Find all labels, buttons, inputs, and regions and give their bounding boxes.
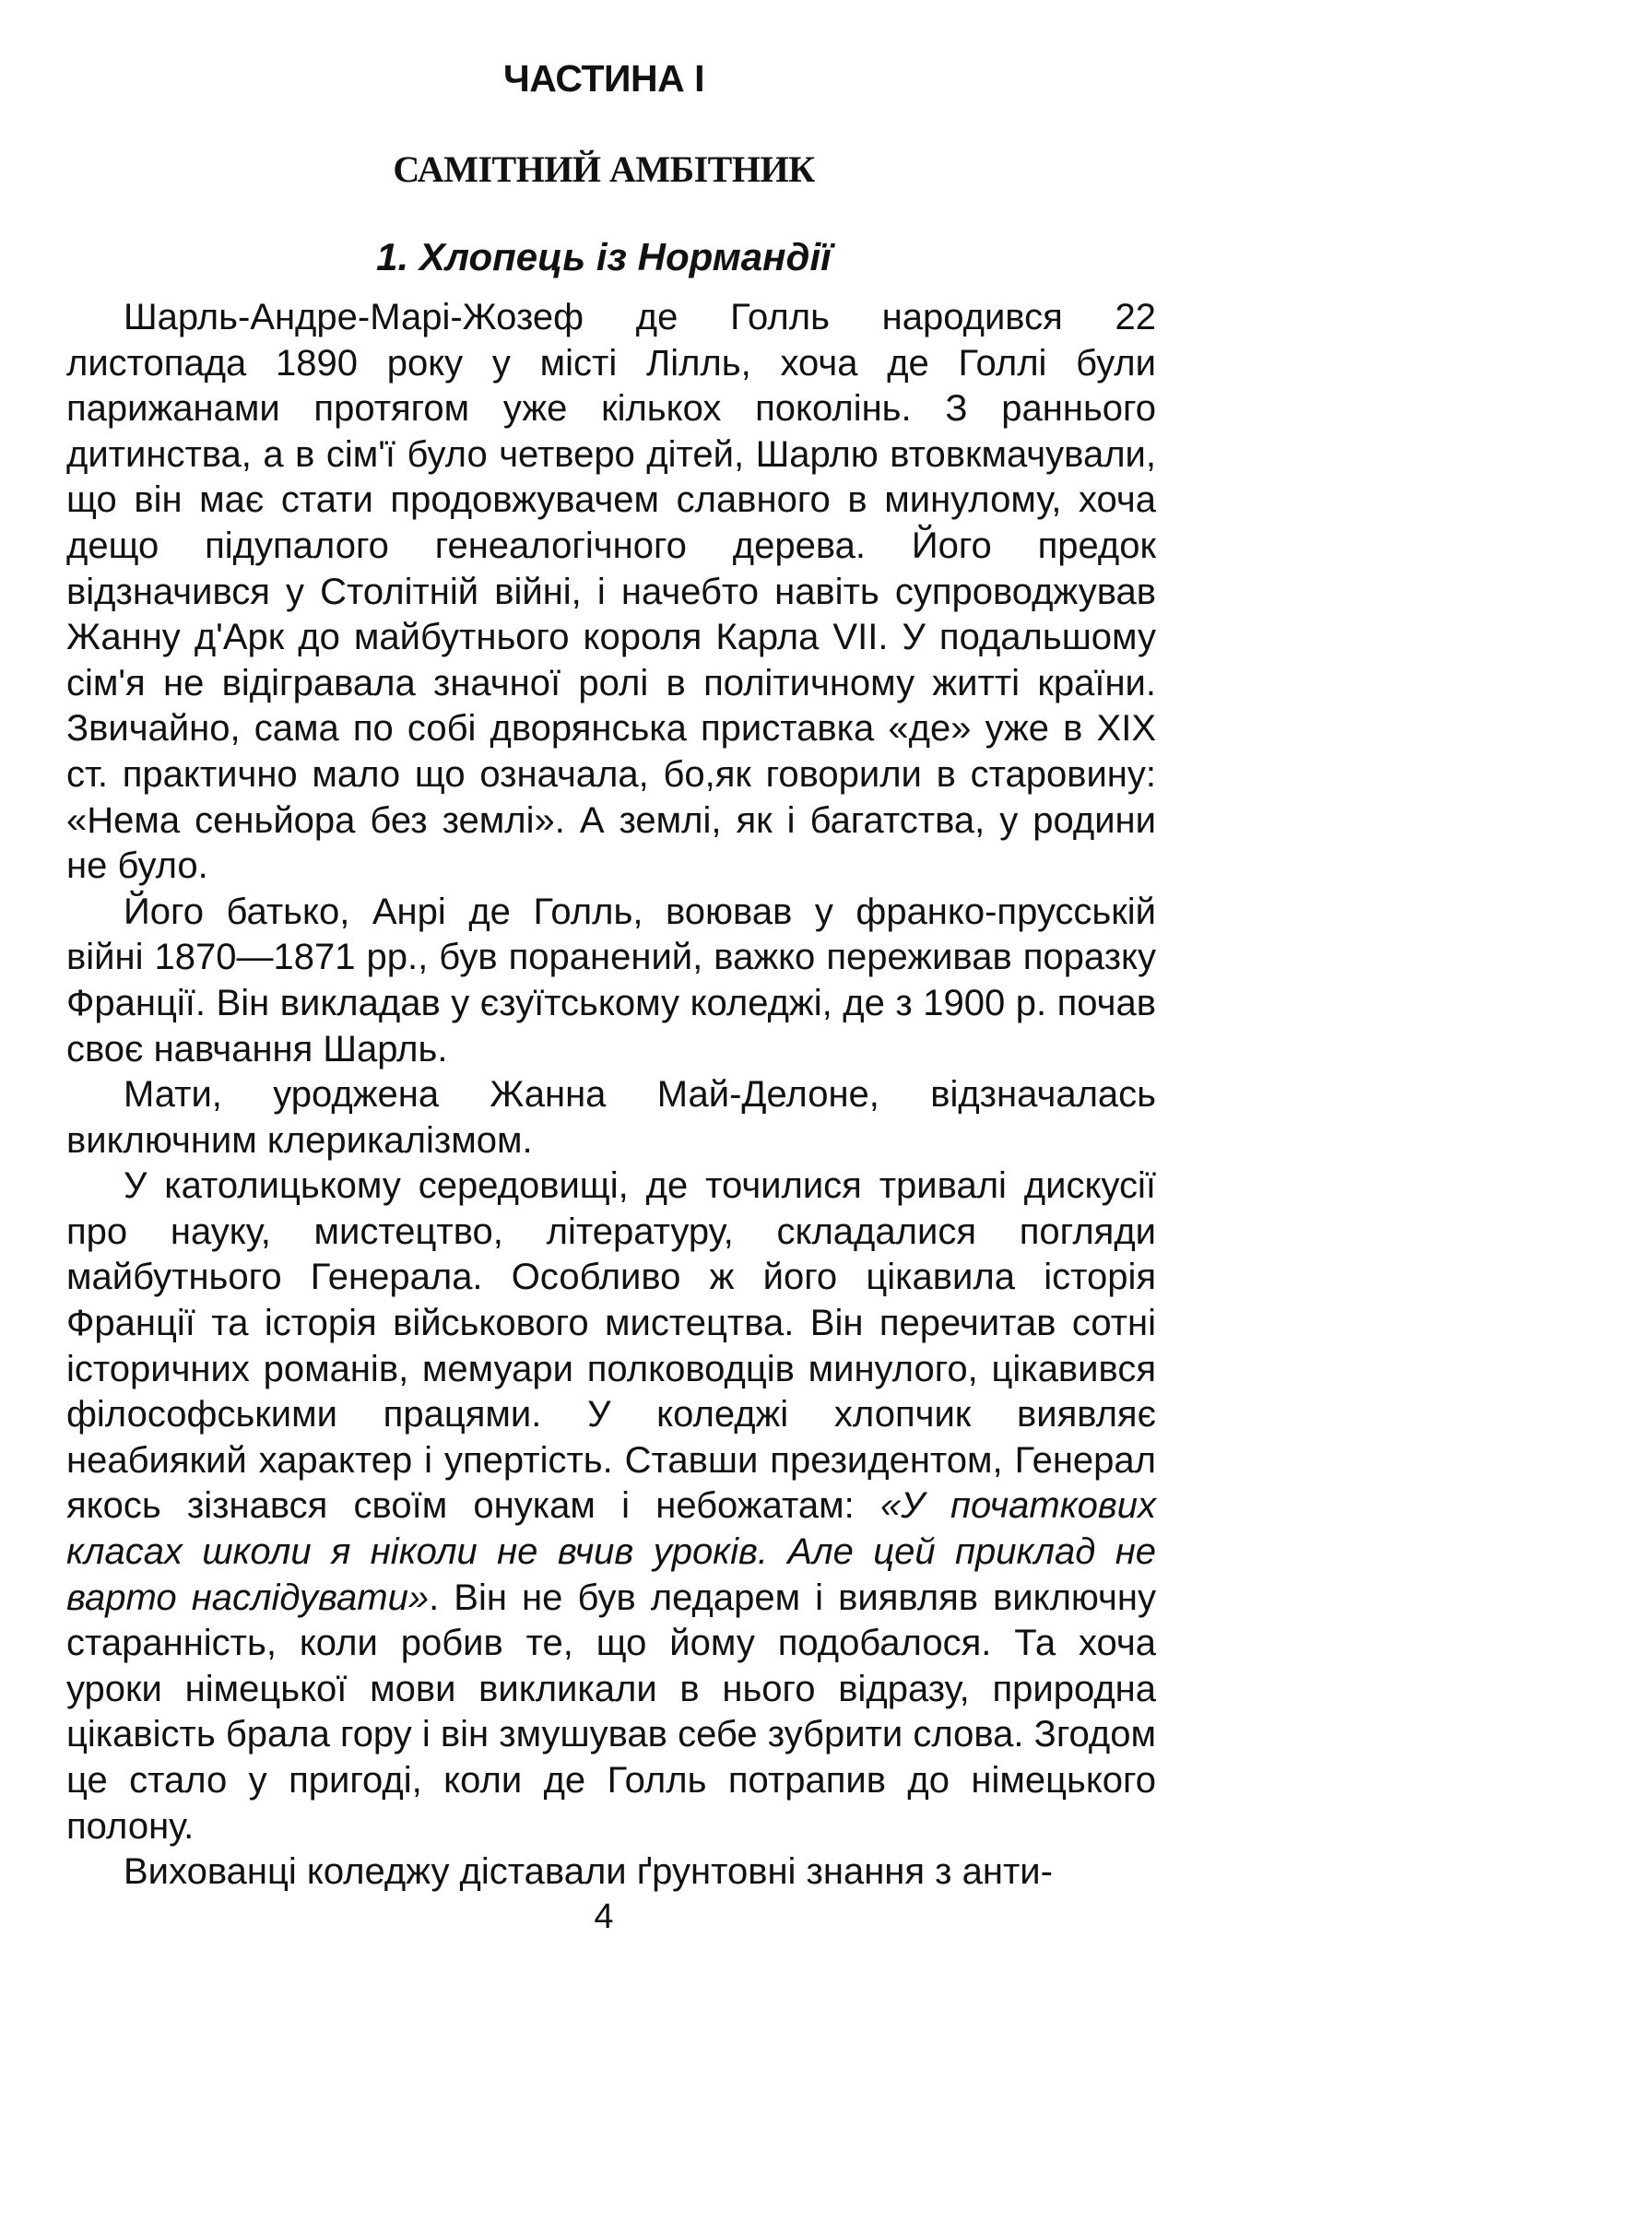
chapter-title: 1. Хлопець із Нормандії: [376, 235, 832, 278]
paragraph: Шарль-Андре-Марі-Жозеф де Голль народився 22 листопада 1890 року у місті Лілль, хоча де Голлі були парижанами протягом уже кількох поколінь. З раннього дитинства, а в сім'ї було четверо дітей, Шарлю втовкмачували, що він має стати продовжувачем славного в минулому, хоча дещо підупалого генеалогічного дерева. Його предок відзначився у Столітній війні, і начебто навіть супроводжував Жанну д'Арк до майбутнього короля Карла VII. У подальшому сім'я не відігравала значної ролі в політичному житті країни. Звичайно, сама по собі дворянська приставка «де» уже в XIX ст. практично мало що означала, бо,як говорили в старовину: «Нема сеньйора без землі». А землі, як і багатства, у родини не було.: [66, 297, 1156, 887]
paragraph: Вихованці коледжу діставали ґрунтовні знання з анти-: [124, 1851, 1053, 1893]
part-title: ЧАСТИНА І: [503, 57, 704, 100]
section-title: САМІТНИЙ АМБІТНИК: [393, 148, 815, 190]
body-text: [66, 295, 1156, 1896]
paragraph-text: . Він не був ледарем і виявляв виключну старанність, коли робив те, що йому подобалося. Та хоча уроки німецької мови викликали в нього відразу, природна цікавість брала гору і він змушував себе зубрити слова. Згодом це стало у пригоді, коли де Голль потрапив до німецького полону.: [66, 1577, 1156, 1847]
paragraph: Мати, уроджена Жанна Май-Делоне, відзначалась виключним клерикалізмом.: [66, 1074, 1156, 1161]
paragraph: Його батько, Анрі де Голль, воював у франко-прусській війні 1870—1871 рр., був поранений, важко переживав поразку Франції. Він викладав у єзуїтському коледжі, де з 1900 р. почав своє навчання Шарль.: [66, 891, 1156, 1069]
italic-quote: «У початкових класах школи я ніколи не вчив уроків. Але цей приклад не варто наслідувати»: [66, 1485, 1156, 1618]
page-number: 4: [594, 1897, 614, 1936]
paragraph-text: У католицькому середовищі, де точилися тривалі дискусії про науку, мистецтво, літературу, складалися погляди майбутнього Генерала. Особливо ж його цікавила історія Франції та історія військового мистецтва. Він перечитав сотні історичних романів, мемуари полководців минулого, цікавився філософськими працями. У коледжі хлопчик виявляє неабиякий характер і упертість. Ставши президентом, Генерал якось зізнався своїм онукам і небожатам:: [66, 1165, 1156, 1527]
paragraph-with-quote: [66, 1164, 1156, 1849]
